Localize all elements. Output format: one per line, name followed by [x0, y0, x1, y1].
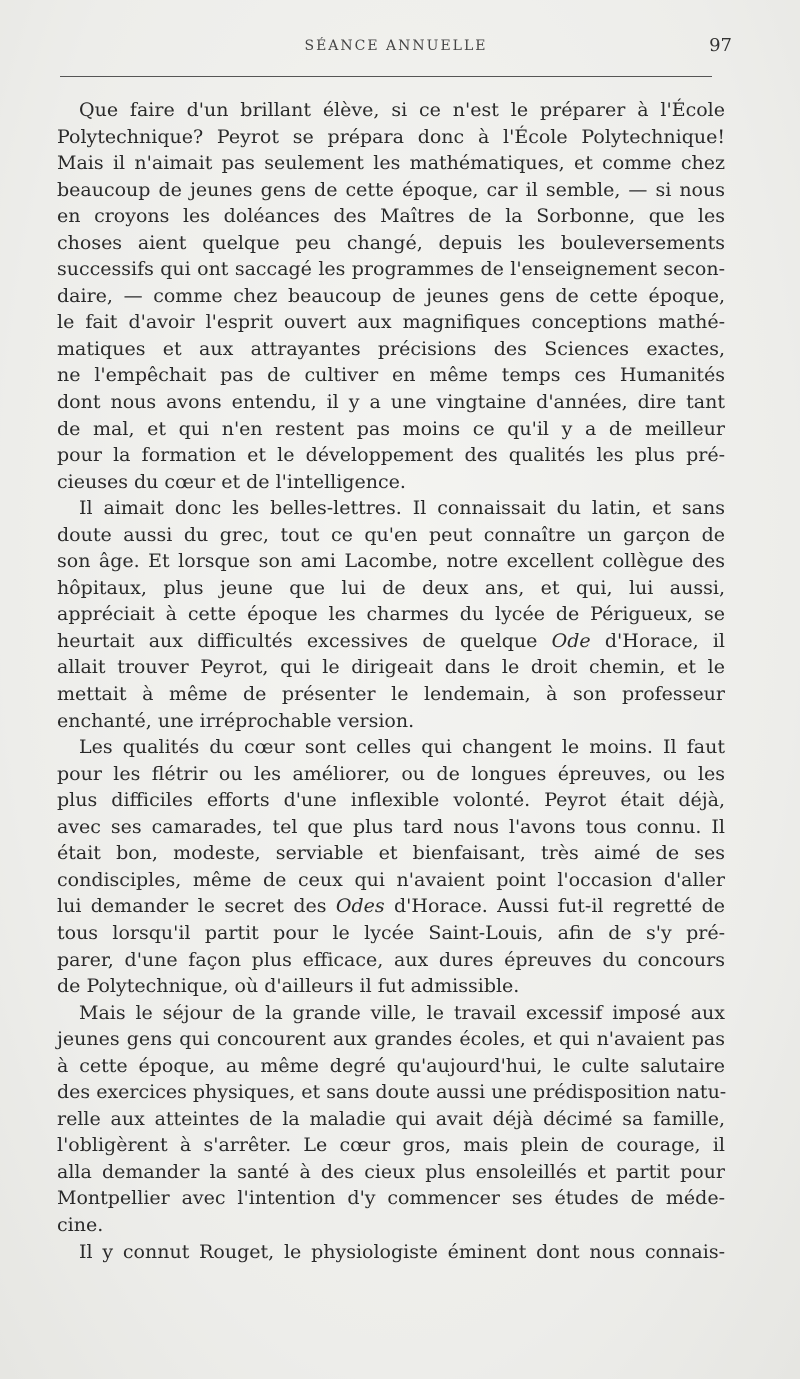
text-line: pour la formation et le développement des qualités les plus pré-: [57, 444, 725, 467]
text-line: à cette époque, au même degré qu'aujourd'hui, le culte salutaire: [57, 1054, 725, 1077]
header-rule: [60, 76, 712, 77]
text-line: était bon, modeste, serviable et bienfaisant, très aimé de ses: [57, 842, 725, 865]
text-line: avec ses camarades, tel que plus tard nous l'avons tous connu. Il: [57, 815, 725, 838]
text-line: de mal, et qui n'en restent pas moins ce qu'il y a de meilleur: [57, 417, 725, 440]
text-line: [57, 893, 725, 920]
body-text: [57, 97, 725, 1265]
text-line: le fait d'avoir l'esprit ouvert aux magnifiques conceptions mathé-: [57, 311, 725, 334]
text-line: successifs qui ont saccagé les programmes de l'enseignement secon-: [57, 258, 725, 281]
text-line: doute aussi du grec, tout ce qu'en peut connaître un garçon de: [57, 523, 725, 546]
text-line: matiques et aux attrayantes précisions des Sciences exactes,: [57, 337, 725, 360]
text-line: appréciait à cette époque les charmes du lycée de Périgueux, se: [57, 603, 725, 626]
text-line: son âge. Et lorsque son ami Lacombe, notre excellent collègue des: [57, 550, 725, 573]
running-head: SÉANCE ANNUELLE: [304, 38, 488, 54]
text-line: Mais le séjour de la grande ville, le travail excessif imposé aux: [79, 1001, 725, 1024]
text-segment: d'Horace, il: [604, 629, 726, 652]
text-line: cieuses du cœur et de l'intelligence.: [57, 470, 406, 493]
text-line: mettait à même de présenter le lendemain, à son professeur: [57, 683, 725, 706]
text-line: relle aux atteintes de la maladie qui avait déjà décimé sa famille,: [57, 1107, 725, 1130]
text-line: hôpitaux, plus jeune que lui de deux ans, et qui, lui aussi,: [57, 576, 725, 599]
text-line: daire, — comme chez beaucoup de jeunes gens de cette époque,: [57, 284, 725, 307]
text-segment: heurtait aux difficultés excessives de quelque: [57, 629, 538, 652]
text-line: pour les flétrir ou les améliorer, ou de longues épreuves, ou les: [57, 762, 725, 785]
text-line: condisciples, même de ceux qui n'avaient point l'occasion d'aller: [57, 868, 725, 891]
text-line: parer, d'une façon plus efficace, aux dures épreuves du concours: [57, 948, 725, 971]
text-segment: d'Horace. Aussi fut-il regretté de: [394, 895, 726, 918]
text-line: Que faire d'un brillant élève, si ce n'est le préparer à l'École: [79, 99, 725, 121]
text-line: ne l'empêchait pas de cultiver en même temps ces Humanités: [57, 364, 725, 387]
text-line: Les qualités du cœur sont celles qui changent le moins. Il faut: [79, 736, 725, 759]
text-line: dont nous avons entendu, il y a une vingtaine d'années, dire tant: [57, 391, 725, 414]
text-line: allait trouver Peyrot, qui le dirigeait dans le droit chemin, et le: [57, 656, 725, 679]
text-segment: lui demander le secret des: [57, 895, 327, 918]
text-line: choses aient quelque peu changé, depuis les bouleversements: [57, 231, 725, 254]
page-header: [60, 34, 732, 64]
text-line: enchanté, une irréprochable version.: [57, 709, 415, 732]
text-line: Montpellier avec l'intention d'y commencer ses études de méde-: [57, 1187, 725, 1210]
text-line: jeunes gens qui concourent aux grandes écoles, et qui n'avaient pas: [57, 1028, 725, 1051]
text-line: en croyons les doléances des Maîtres de la Sorbonne, que les: [57, 205, 725, 228]
text-line: cine.: [57, 1213, 104, 1236]
text-line: beaucoup de jeunes gens de cette époque, car il semble, — si nous: [57, 178, 725, 201]
text-line: Il aimait donc les belles-lettres. Il connaissait du latin, et sans: [79, 497, 725, 520]
italic-title: Ode: [551, 629, 591, 652]
text-line: [57, 628, 725, 655]
text-line: tous lorsqu'il partit pour le lycée Saint-Louis, afin de s'y pré-: [57, 921, 725, 944]
text-line: alla demander la santé à des cieux plus ensoleillés et partit pour: [57, 1160, 725, 1183]
text-line: l'obligèrent à s'arrêter. Le cœur gros, mais plein de courage, il: [57, 1134, 725, 1157]
text-line: plus difficiles efforts d'une inflexible volonté. Peyrot était déjà,: [57, 789, 725, 812]
text-line: de Polytechnique, où d'ailleurs il fut admissible.: [57, 975, 520, 998]
text-line: Il y connut Rouget, le physiologiste éminent dont nous connais-: [79, 1240, 725, 1263]
text-line: des exercices physiques, et sans doute aussi une prédisposition natu-: [57, 1081, 727, 1104]
text-line: Polytechnique? Peyrot se prépara donc à l'École Polytechnique!: [57, 125, 725, 148]
italic-title: Odes: [335, 895, 385, 918]
text-line: Mais il n'aimait pas seulement les mathématiques, et comme chez: [57, 152, 725, 175]
page-number: 97: [709, 35, 732, 56]
